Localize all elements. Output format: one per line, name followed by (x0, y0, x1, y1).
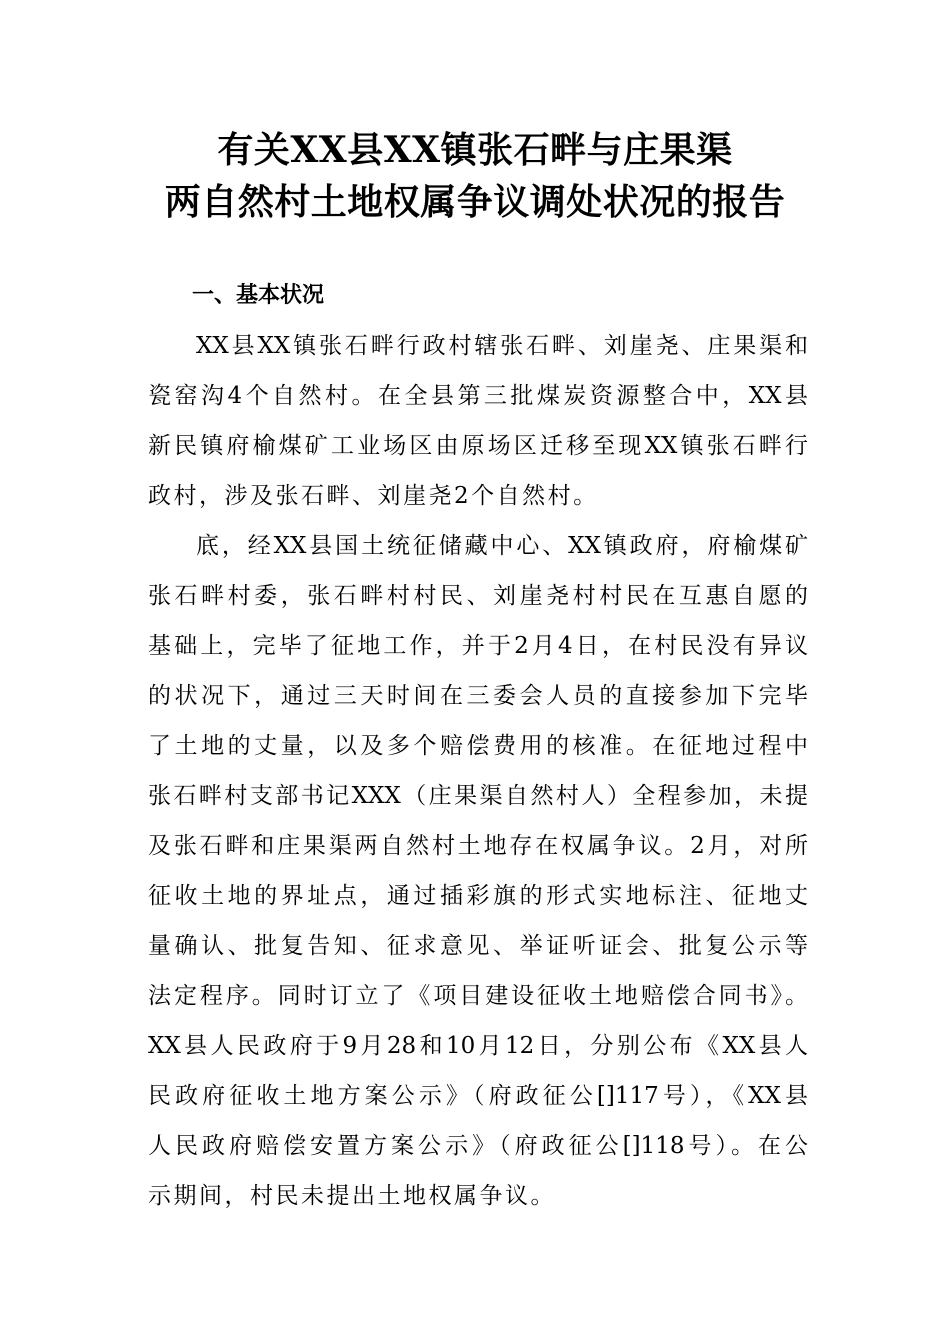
paragraph-line: XX县人民政府于9月28和10月12日，分别公布《XX县人 (148, 1033, 808, 1059)
paragraph-line: 及张石畔和庄果渠两自然村土地存在权属争议。2月，对所 (148, 833, 808, 859)
paragraph-line: 征收土地的界址点，通过插彩旗的形式实地标注、征地丈 (148, 883, 808, 909)
paragraph-line: 示期间，村民未提出土地权属争议。 (148, 1183, 556, 1209)
paragraph-line: 基础上，完毕了征地工作，并于2月4日，在村民没有异议 (148, 633, 808, 659)
paragraph-line: 量确认、批复告知、征求意见、举证听证会、批复公示等 (148, 933, 808, 959)
paragraph-line: 的状况下，通过三天时间在三委会人员的直接参加下完毕 (148, 683, 808, 709)
document-title-line-1: 有关XX县XX镇张石畔与庄果渠 (217, 129, 733, 171)
paragraph-line: 政村，涉及张石畔、刘崖尧2个自然村。 (148, 483, 599, 509)
paragraph-line: 张石畔村委，张石畔村村民、刘崖尧村村民在互惠自愿的 (148, 583, 808, 609)
document-title-line-2: 两自然村土地权属争议调处状况的报告 (164, 181, 786, 223)
paragraph-line: 张石畔村支部书记XXX（庄果渠自然村人）全程参加，未提 (148, 783, 808, 809)
paragraph-line: 新民镇府榆煤矿工业场区由原场区迁移至现XX镇张石畔行 (148, 433, 808, 459)
section-heading-basic-situation: 一、基本状况 (192, 283, 325, 308)
paragraph-line: XX县XX镇张石畔行政村辖张石畔、刘崖尧、庄果渠和 (196, 333, 808, 359)
paragraph-line: 法定程序。同时订立了《项目建设征收土地赔偿合同书》。 (148, 983, 808, 1009)
paragraph-line: 底，经XX县国土统征储藏中心、XX镇政府，府榆煤矿 (196, 533, 808, 559)
paragraph-line: 民政府征收土地方案公示》（府政征公[]117号），《XX县 (148, 1083, 808, 1109)
paragraph-line: 瓷窑沟4个自然村。在全县第三批煤炭资源整合中，XX县 (148, 383, 808, 409)
paragraph-line: 了土地的丈量，以及多个赔偿费用的核准。在征地过程中 (148, 733, 808, 759)
paragraph-line: 人民政府赔偿安置方案公示》（府政征公[]118号）。在公 (148, 1133, 808, 1159)
